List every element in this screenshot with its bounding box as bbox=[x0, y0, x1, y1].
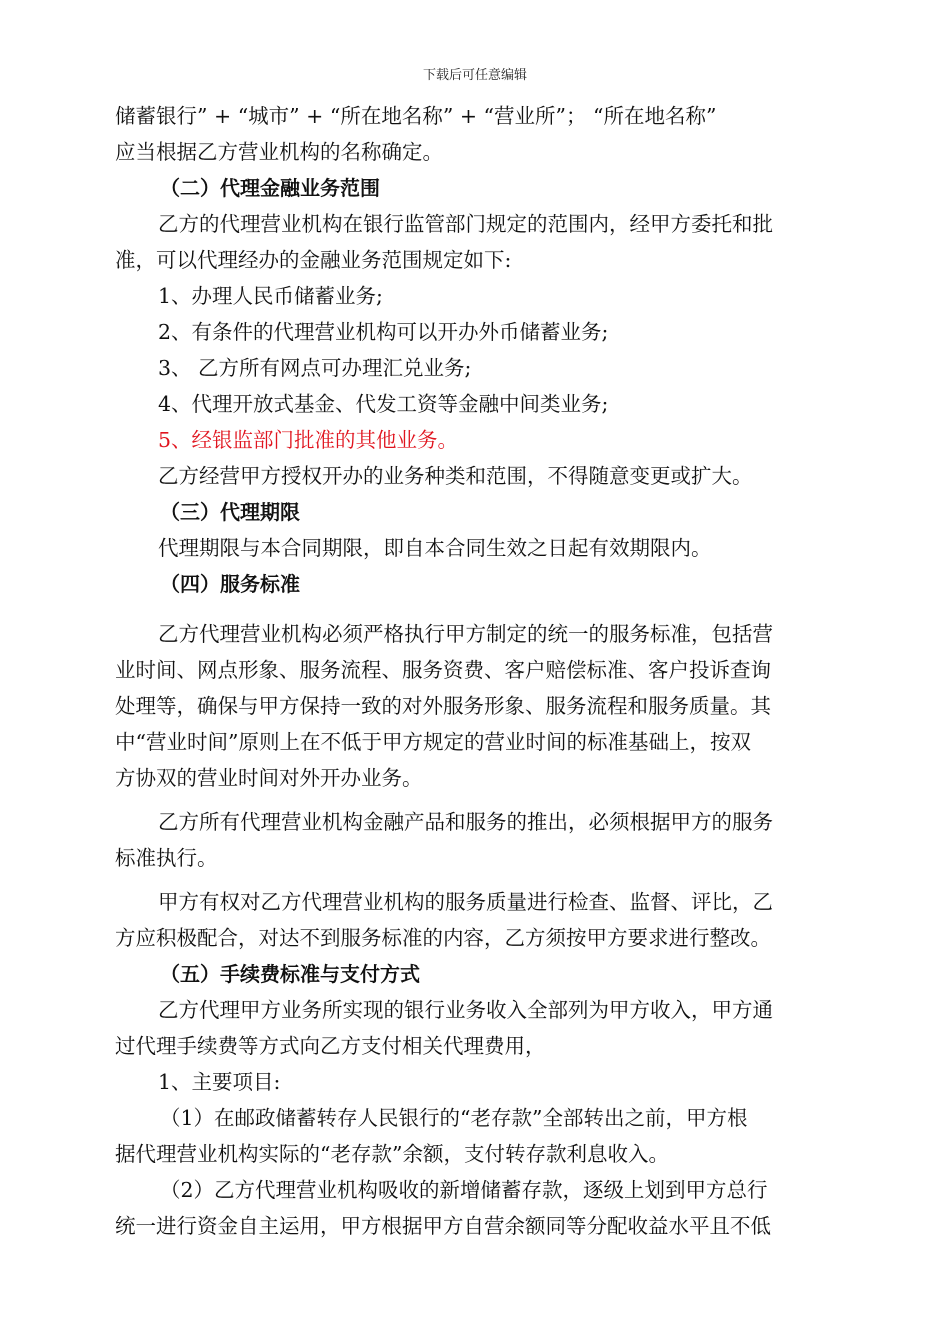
list-item: 1、主要项目: bbox=[158, 1070, 281, 1094]
paragraph-line: 乙方代理甲方业务所实现的银行业务收入全部列为甲方收入，甲方通 bbox=[158, 998, 773, 1022]
paragraph-line: 中“营业时间”原则上在不低于甲方规定的营业时间的标准基础上，按双 bbox=[115, 730, 751, 754]
paragraph-line: 统一进行资金自主运用，甲方根据甲方自营余额同等分配收益水平且不低 bbox=[115, 1214, 771, 1238]
list-item: 4、代理开放式基金、代发工资等金融中间类业务; bbox=[158, 392, 609, 416]
paragraph-line: 方应积极配合，对达不到服务标准的内容，乙方须按甲方要求进行整改。 bbox=[115, 926, 771, 950]
list-item: 3、 乙方所有网点可办理汇兑业务; bbox=[158, 356, 472, 380]
paragraph-line: 乙方的代理营业机构在银行监管部门规定的范围内，经甲方委托和批 bbox=[158, 212, 773, 236]
paragraph-line: 乙方经营甲方授权开办的业务种类和范围，不得随意变更或扩大。 bbox=[158, 464, 753, 488]
paragraph-line: 标准执行。 bbox=[115, 846, 218, 870]
paragraph-line: 业时间、网点形象、服务流程、服务资费、客户赔偿标准、客户投诉查询 bbox=[115, 658, 771, 682]
paragraph-line: 代理期限与本合同期限，即自本合同生效之日起有效期限内。 bbox=[158, 536, 712, 560]
paragraph-line: 过代理手续费等方式向乙方支付相关代理费用， bbox=[115, 1034, 546, 1058]
list-item: 2、有条件的代理营业机构可以开办外币储蓄业务; bbox=[158, 320, 609, 344]
page-header: 下载后可任意编辑 bbox=[422, 68, 527, 83]
paragraph-line: 储蓄银行” + “城市” + “所在地名称” + “营业所”； “所在地名称” bbox=[115, 104, 717, 128]
paragraph-line: （2）乙方代理营业机构吸收的新增储蓄存款，逐级上划到甲方总行 bbox=[160, 1178, 768, 1202]
list-item-highlighted: 5、经银监部门批准的其他业务。 bbox=[158, 428, 459, 452]
section-heading: （五）手续费标准与支付方式 bbox=[160, 962, 420, 986]
paragraph-line: 甲方有权对乙方代理营业机构的服务质量进行检查、监督、评比，乙 bbox=[158, 890, 773, 914]
section-heading: （四）服务标准 bbox=[160, 572, 300, 596]
paragraph-line: 方协双的营业时间对外开办业务。 bbox=[115, 766, 423, 790]
paragraph-line: 应当根据乙方营业机构的名称确定。 bbox=[115, 140, 443, 164]
paragraph-line: 乙方代理营业机构必须严格执行甲方制定的统一的服务标准，包括营 bbox=[158, 622, 773, 646]
list-item: 1、办理人民币储蓄业务; bbox=[158, 284, 383, 308]
paragraph-line: 准，可以代理经办的金融业务范围规定如下: bbox=[115, 248, 512, 272]
section-heading: （三）代理期限 bbox=[160, 500, 300, 524]
paragraph-line: 乙方所有代理营业机构金融产品和服务的推出，必须根据甲方的服务 bbox=[158, 810, 773, 834]
paragraph-line: 据代理营业机构实际的“老存款”余额，支付转存款利息收入。 bbox=[115, 1142, 669, 1166]
paragraph-line: （1）在邮政储蓄转存人民银行的“老存款”全部转出之前，甲方根 bbox=[160, 1106, 748, 1130]
paragraph-line: 处理等，确保与甲方保持一致的对外服务形象、服务流程和服务质量。其 bbox=[115, 694, 771, 718]
section-heading: （二）代理金融业务范围 bbox=[160, 176, 380, 200]
